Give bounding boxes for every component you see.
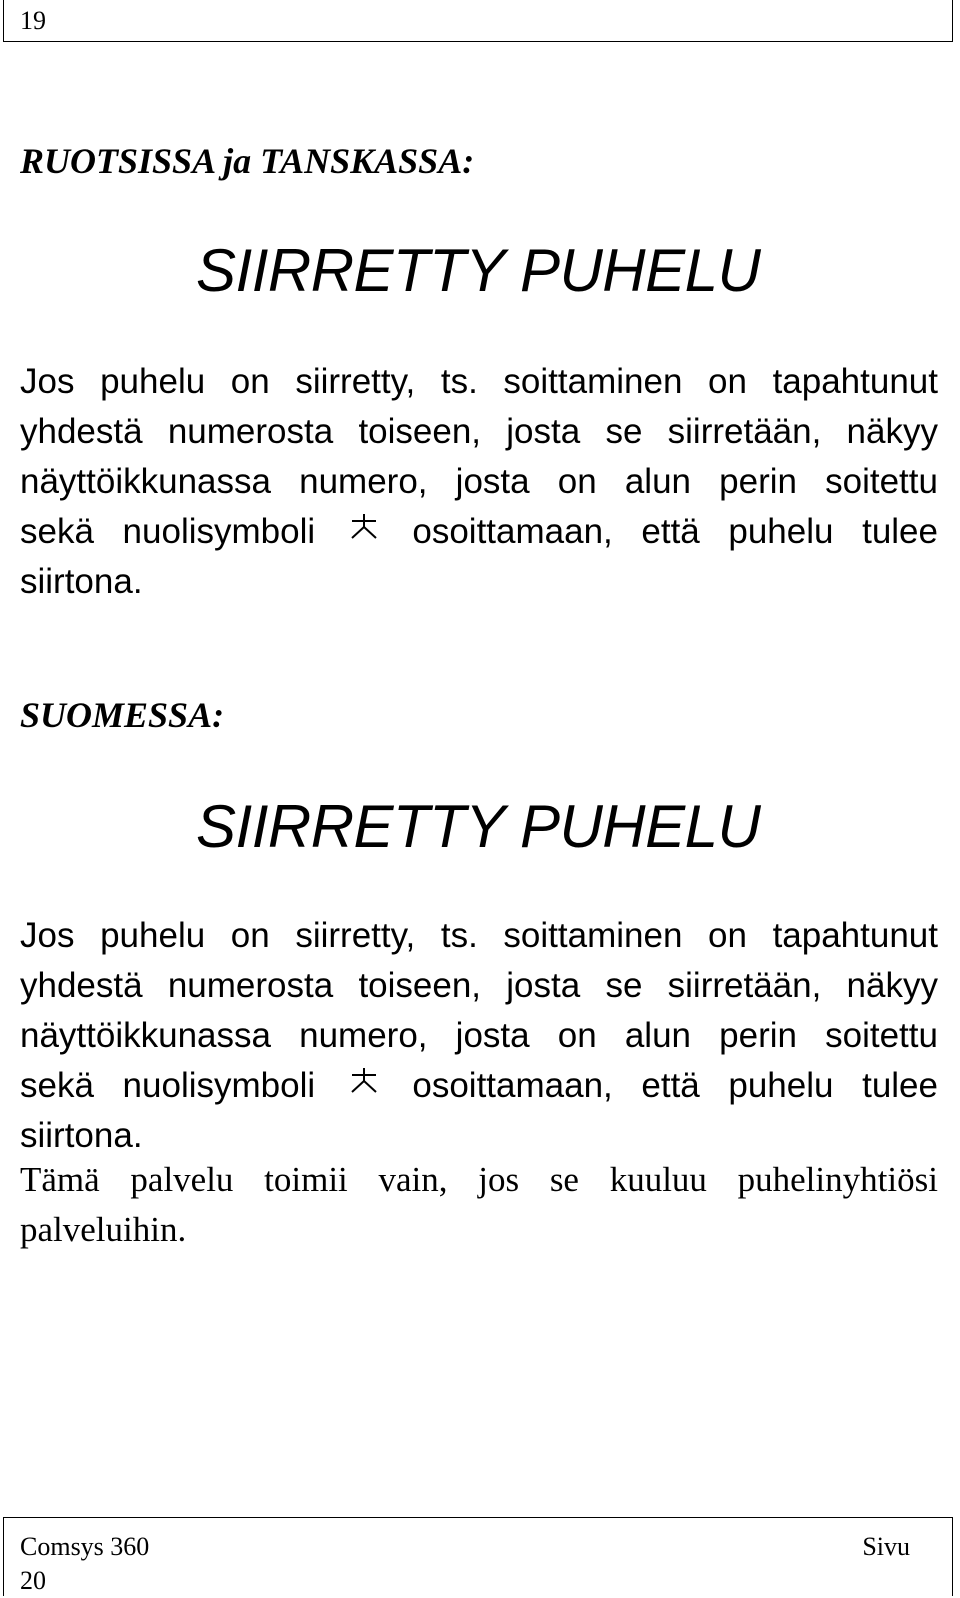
word: soittaminen (503, 362, 683, 401)
word: puhelu (100, 362, 206, 401)
word: että (641, 512, 700, 551)
word: on (557, 1016, 597, 1055)
word: on (708, 362, 747, 401)
text-line (20, 961, 938, 1011)
word: perin (719, 1016, 797, 1055)
text-line (20, 457, 938, 507)
page-number-bottom: 20 (20, 1566, 46, 1595)
text-line (20, 1155, 938, 1205)
paragraph-transfer-1 (20, 357, 938, 607)
word: alun (624, 1016, 691, 1055)
word: sekä (20, 512, 94, 551)
paragraph-transfer-2 (20, 911, 938, 1161)
word: toimii (264, 1160, 348, 1199)
word: soitettu (825, 462, 938, 501)
word: se (605, 412, 643, 451)
word: josta (506, 412, 581, 451)
word: osoittamaan, (412, 512, 613, 551)
word: näyttöikkunassa (20, 462, 271, 501)
display-title-transferred-call: SIIRRETTY PUHELU (196, 793, 761, 860)
paragraph-service-note (20, 1155, 938, 1255)
text-line (20, 357, 938, 407)
word: tapahtunut (772, 362, 938, 401)
word: soitettu (825, 1016, 938, 1055)
text-line (20, 1205, 938, 1255)
word: palveluihin. (20, 1210, 187, 1249)
word: perin (719, 462, 797, 501)
word: puhelu (100, 916, 206, 955)
word: osoittamaan, (412, 1066, 613, 1105)
word: puhelu (728, 512, 834, 551)
page-number-top: 19 (20, 6, 46, 35)
star-arrow-icon (344, 507, 384, 557)
word: näyttöikkunassa (20, 1016, 271, 1055)
word: on (708, 916, 747, 955)
text-line (20, 911, 938, 961)
word: on (230, 916, 270, 955)
footer-page-label: Sivu (862, 1532, 910, 1561)
word: puhelu (728, 1066, 834, 1105)
word: sekä (20, 1066, 94, 1105)
word: näkyy (846, 966, 938, 1005)
word: numero, (299, 1016, 428, 1055)
section-heading-finland: SUOMESSA: (20, 695, 225, 735)
text-line (20, 1011, 938, 1061)
word: tulee (862, 512, 938, 551)
word: josta (506, 966, 581, 1005)
word: josta (455, 1016, 530, 1055)
display-title-transferred-call: SIIRRETTY PUHELU (196, 237, 761, 304)
word: siirretään, (667, 412, 822, 451)
word: siirretään, (667, 966, 822, 1005)
word: se (605, 966, 643, 1005)
word: yhdestä (20, 966, 143, 1005)
word: nuolisymboli (122, 512, 316, 551)
section-heading-sweden-denmark: RUOTSISSA ja TANSKASSA: (20, 141, 475, 181)
word: numero, (299, 462, 428, 501)
text-line (20, 1111, 938, 1161)
word: numerosta (167, 412, 334, 451)
word: on (557, 462, 597, 501)
word: tulee (862, 1066, 938, 1105)
word: että (641, 1066, 700, 1105)
text-line (20, 507, 938, 557)
word: soittaminen (503, 916, 683, 955)
word: siirtona. (20, 562, 143, 601)
text-line (20, 557, 938, 607)
word: palvelu (130, 1160, 234, 1199)
word: toiseen, (358, 412, 482, 451)
word: kuuluu (609, 1160, 707, 1199)
word: josta (455, 462, 530, 501)
footer-left (20, 1530, 149, 1598)
word: siirretty, (295, 362, 416, 401)
word: alun (624, 462, 691, 501)
word: jos (478, 1160, 520, 1199)
word: siirretty, (295, 916, 416, 955)
page-header (3, 0, 953, 42)
word: toiseen, (358, 966, 482, 1005)
text-line (20, 407, 938, 457)
word: yhdestä (20, 412, 143, 451)
text-line (20, 1061, 938, 1111)
page-footer (3, 1517, 953, 1596)
word: numerosta (167, 966, 334, 1005)
word: Jos (20, 916, 75, 955)
word: se (549, 1160, 579, 1199)
word: on (230, 362, 270, 401)
word: näkyy (846, 412, 938, 451)
word: Tämä (20, 1160, 100, 1199)
word: ts. (440, 916, 478, 955)
word: nuolisymboli (122, 1066, 316, 1105)
footer-product: Comsys 360 (20, 1532, 150, 1561)
word: ts. (440, 362, 478, 401)
word: puhelinyhtiösi (737, 1160, 938, 1199)
word: vain, (378, 1160, 448, 1199)
star-arrow-icon (344, 1061, 384, 1111)
word: tapahtunut (772, 916, 938, 955)
word: siirtona. (20, 1116, 143, 1155)
word: Jos (20, 362, 75, 401)
